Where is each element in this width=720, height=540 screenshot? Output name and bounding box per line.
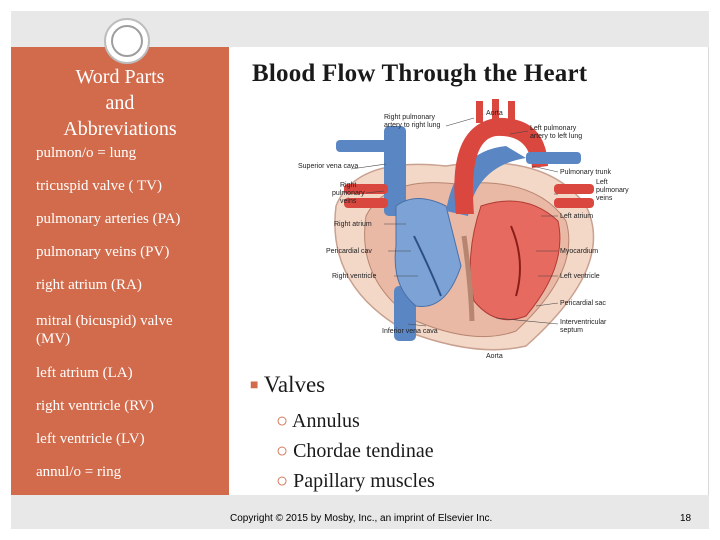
copyright-text: Copyright © 2015 by Mosby, Inc., an imprint of Elsevier Inc. xyxy=(230,513,493,524)
diagram-label: Aorta xyxy=(486,353,503,360)
sidebar-title-line: Word Parts xyxy=(75,66,165,88)
abbreviation-item: right ventricle (RV) xyxy=(36,398,154,414)
aorta-branch-shape xyxy=(476,101,483,123)
subbullet-text: Chordae tendinae xyxy=(293,440,434,462)
left-pulmonary-veins-shape xyxy=(554,184,594,194)
diagram-label: Right xyxy=(340,182,357,189)
page-number: 18 xyxy=(680,513,692,524)
abbreviation-item: mitral (bicuspid) valve xyxy=(36,313,173,329)
sidebar-title-line: Abbreviations xyxy=(63,118,177,140)
abbreviation-item: pulmonary veins (PV) xyxy=(36,244,170,260)
abbreviation-item: left atrium (LA) xyxy=(36,365,133,381)
left-pulmonary-veins-shape xyxy=(554,198,594,208)
abbreviation-item: right atrium (RA) xyxy=(36,277,142,293)
subbullet-item xyxy=(276,470,435,493)
subbullet-item xyxy=(276,410,360,433)
diagram-label: Left pulmonary xyxy=(530,125,577,132)
diagram-label: veins xyxy=(596,195,613,202)
diagram-label: Pulmonary trunk xyxy=(560,169,611,176)
diagram-label: Right pulmonary xyxy=(384,114,435,121)
diagram-label: septum xyxy=(560,327,583,334)
abbreviation-item: left ventricle (LV) xyxy=(36,431,145,447)
bullet-item xyxy=(250,372,325,398)
diagram-label: Aorta xyxy=(486,110,503,117)
subbullet-marker-icon: ○ xyxy=(276,470,289,492)
abbreviation-item: annul/o = ring xyxy=(36,464,122,480)
ring-ornament-icon xyxy=(104,18,150,64)
page-title: Blood Flow Through the Heart xyxy=(252,60,588,87)
subbullet-text: Papillary muscles xyxy=(293,470,435,492)
abbreviation-item: pulmon/o = lung xyxy=(36,145,137,161)
subbullet-text: Annulus xyxy=(292,410,360,432)
diagram-label: Left atrium xyxy=(560,213,594,220)
abbreviation-item: pulmonary arteries (PA) xyxy=(36,211,181,227)
abbreviation-item: tricuspid valve ( TV) xyxy=(36,178,162,194)
diagram-label: pulmonary xyxy=(332,190,365,197)
bullet-marker-icon: ■ xyxy=(250,378,259,393)
subbullet-marker-icon: ○ xyxy=(276,410,289,432)
right-pulmonary-artery-shape xyxy=(336,140,391,152)
diagram-label: Left ventricle xyxy=(560,273,600,280)
diagram-label: Myocardium xyxy=(560,248,599,255)
diagram-label: pulmonary xyxy=(596,187,629,194)
bullet-text: Valves xyxy=(263,372,326,397)
diagram-label: Right ventricle xyxy=(332,273,377,280)
sidebar-title xyxy=(22,64,218,142)
diagram-label: veins xyxy=(340,198,357,205)
diagram-label: Pericardial sac xyxy=(560,300,606,307)
diagram-label: Superior vena cava xyxy=(298,163,359,170)
abbreviation-item: (MV) xyxy=(36,331,71,347)
subbullet-marker-icon: ○ xyxy=(276,440,289,462)
diagram-label: Left xyxy=(596,179,608,186)
diagram-label: artery to right lung xyxy=(384,122,441,129)
aorta-branch-shape xyxy=(508,101,515,123)
diagram-label: Pericardial cav xyxy=(326,248,372,255)
diagram-label: artery to left lung xyxy=(530,133,583,140)
sidebar-title-line: and xyxy=(105,92,135,114)
subbullet-item xyxy=(276,440,434,463)
diagram-label: Right atrium xyxy=(334,221,372,228)
left-pulmonary-artery-shape xyxy=(526,152,581,164)
diagram-label: Inferior vena cava xyxy=(382,328,438,335)
diagram-label: Interventricular xyxy=(560,319,607,326)
heart-diagram xyxy=(296,96,696,366)
